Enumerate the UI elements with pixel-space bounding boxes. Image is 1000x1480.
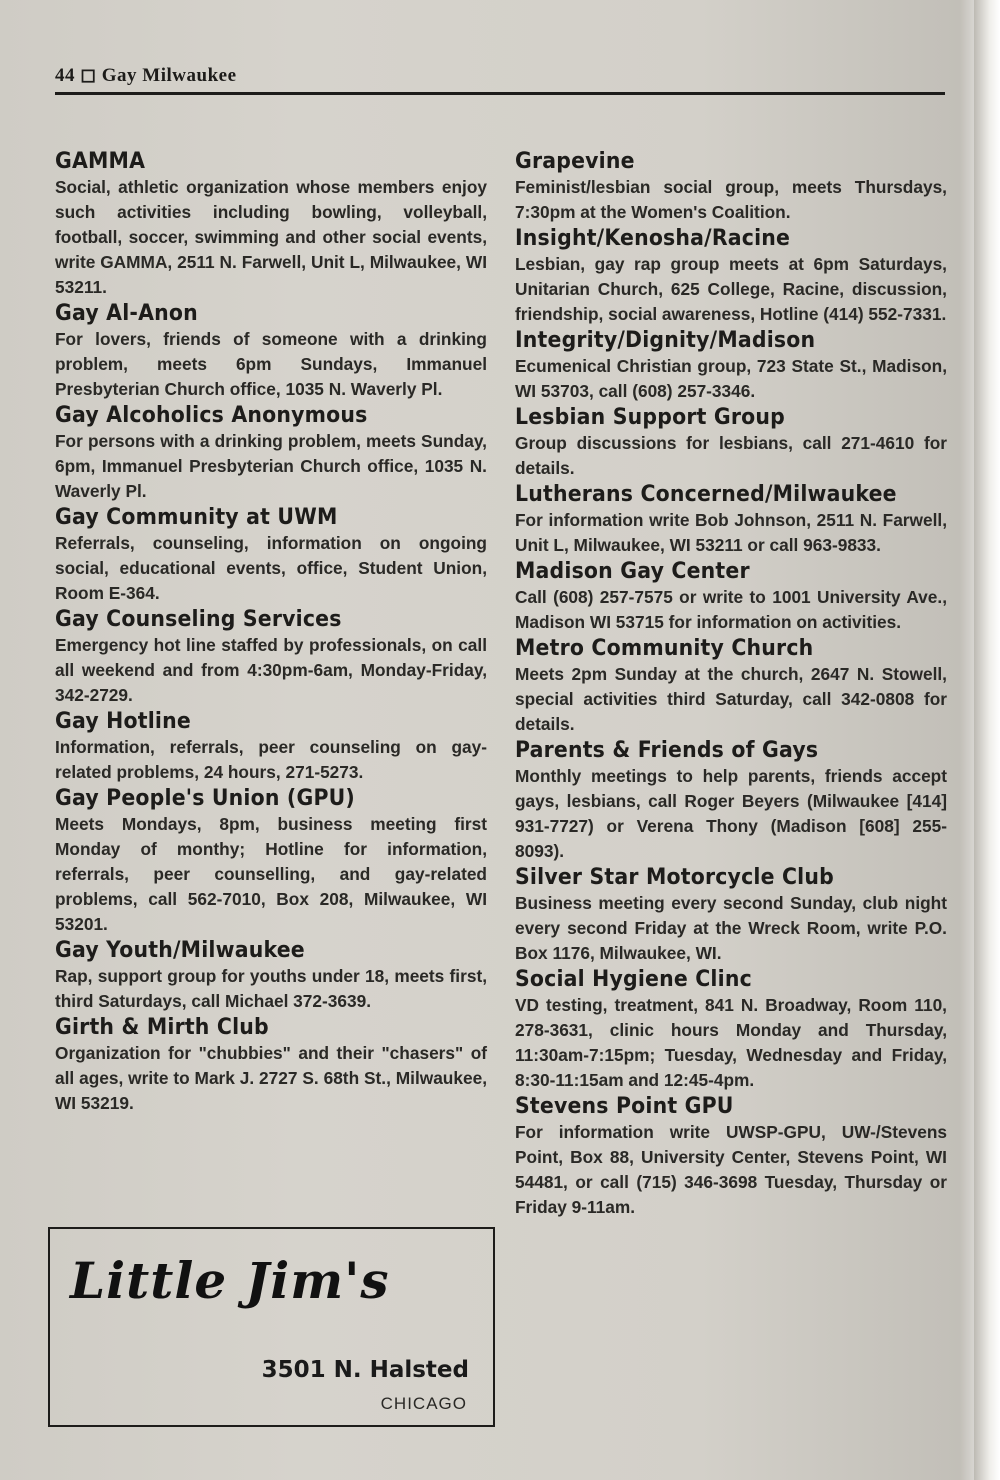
directory-entry	[515, 635, 947, 737]
entry-name: Girth & Mirth Club	[55, 1015, 269, 1040]
left-column	[55, 148, 487, 1116]
directory-entry	[515, 558, 947, 635]
directory-entry	[55, 708, 487, 785]
ad-address: 3501 N. Halsted	[261, 1357, 469, 1383]
entry-description: Rap, support group for youths under 18, meets first, third Saturdays, call Michael 372-3639.	[55, 966, 487, 1011]
right-column	[515, 148, 947, 1220]
entry-name: Grapevine	[515, 149, 635, 174]
directory-entry	[55, 1014, 487, 1116]
directory-entry	[515, 481, 947, 558]
entry-description: Referrals, counseling, information on ongoing social, educational events, office, Student Union, Room E-364.	[55, 533, 487, 603]
entry-description: For information write Bob Johnson, 2511 N. Farwell, Unit L, Milwaukee, WI 53211 or call 963-9833.	[515, 510, 947, 555]
entry-name: Gay Al-Anon	[55, 301, 198, 326]
entry-description: Business meeting every second Sunday, club night every second Friday at the Wreck Room, write P.O. Box 1176, Milwaukee, WI.	[515, 893, 947, 963]
entry-name: Gay Hotline	[55, 709, 191, 734]
entry-description: For lovers, friends of someone with a drinking problem, meets 6pm Sundays, Immanuel Presbyterian Church office, 1035 N. Waverly Pl.	[55, 329, 487, 399]
entry-description: VD testing, treatment, 841 N. Broadway, Room 110, 278-3631, clinic hours Monday and Thursday, 11:30am-7:15pm; Tuesday, Wednesday and Friday, 8:30-11:15am and 12:45-4pm.	[515, 995, 947, 1090]
entry-name: Metro Community Church	[515, 636, 814, 661]
entry-description: Information, referrals, peer counseling on gay-related problems, 24 hours, 271-5273.	[55, 737, 487, 782]
directory-entry	[515, 225, 947, 327]
entry-description: Group discussions for lesbians, call 271-4610 for details.	[515, 433, 947, 478]
directory-entry	[515, 404, 947, 481]
entry-name: Social Hygiene Clinc	[515, 967, 752, 992]
directory-entry	[515, 966, 947, 1093]
entry-name: Gay Community at UWM	[55, 505, 338, 530]
directory-entry	[55, 937, 487, 1014]
directory-entry	[55, 606, 487, 708]
ad-city: CHICAGO	[380, 1394, 467, 1413]
directory-entry	[55, 402, 487, 504]
page-edge	[974, 0, 1000, 1480]
entry-name: Gay People's Union (GPU)	[55, 786, 355, 811]
entry-name: Lutherans Concerned/Milwaukee	[515, 482, 897, 507]
entry-name: Integrity/Dignity/Madison	[515, 328, 816, 353]
directory-entry	[55, 504, 487, 606]
directory-entry	[515, 148, 947, 225]
directory-entry	[515, 737, 947, 864]
ad-business-name: Little Jim's	[70, 1251, 390, 1310]
entry-name: Stevens Point GPU	[515, 1094, 734, 1119]
page-label: 44 ◻ Gay Milwaukee	[55, 65, 237, 86]
directory-entry	[55, 300, 487, 402]
directory-entry	[55, 148, 487, 300]
entry-description: For information write UWSP-GPU, UW-/Stevens Point, Box 88, University Center, Stevens Point, WI 54481, or call (715) 346-3698 Tuesday, Thursday or Friday 9-11am.	[515, 1122, 947, 1217]
directory-entry	[515, 1093, 947, 1220]
entry-description: Monthly meetings to help parents, friends accept gays, lesbians, call Roger Beyers (Milwaukee [414] 931-7727) or Verena Thony (Madison [608] 255-8093).	[515, 766, 947, 861]
entry-description: Organization for "chubbies" and their "chasers" of all ages, write to Mark J. 2727 S. 68th St., Milwaukee, WI 53219.	[55, 1043, 487, 1113]
directory-entry	[55, 785, 487, 937]
entry-description: Emergency hot line staffed by professionals, on call all weekend and from 4:30pm-6am, Monday-Friday, 342-2729.	[55, 635, 487, 705]
entry-description: For persons with a drinking problem, meets Sunday, 6pm, Immanuel Presbyterian Church office, 1035 N. Waverly Pl.	[55, 431, 487, 501]
entry-name: Madison Gay Center	[515, 559, 750, 584]
page-header	[55, 62, 945, 92]
directory-entry	[515, 327, 947, 404]
entry-description: Social, athletic organization whose members enjoy such activities including bowling, volleyball, football, soccer, swimming and other social events, write GAMMA, 2511 N. Farwell, Unit L, Milwaukee, WI 53211.	[55, 177, 487, 297]
entry-name: Parents & Friends of Gays	[515, 738, 819, 763]
entry-name: Gay Alcoholics Anonymous	[55, 403, 368, 428]
header-rule	[55, 92, 945, 95]
entry-description: Lesbian, gay rap group meets at 6pm Saturdays, Unitarian Church, 625 College, Racine, discussion, friendship, social awareness, Hotline (414) 552-7331.	[515, 254, 947, 324]
entry-description: Ecumenical Christian group, 723 State St., Madison, WI 53703, call (608) 257-3346.	[515, 356, 947, 401]
entry-description: Feminist/lesbian social group, meets Thursdays, 7:30pm at the Women's Coalition.	[515, 177, 947, 222]
entry-description: Meets Mondays, 8pm, business meeting first Monday of monthy; Hotline for information, referrals, peer counselling, and gay-related problems, call 562-7010, Box 208, Milwaukee, WI 53201.	[55, 814, 487, 934]
entry-name: Silver Star Motorcycle Club	[515, 865, 834, 890]
directory-entry	[515, 864, 947, 966]
advertisement-box	[48, 1227, 495, 1427]
entry-name: GAMMA	[55, 149, 146, 174]
entry-name: Gay Counseling Services	[55, 607, 342, 632]
entry-description: Call (608) 257-7575 or write to 1001 University Ave., Madison WI 53715 for information on activities.	[515, 587, 947, 632]
entry-description: Meets 2pm Sunday at the church, 2647 N. Stowell, special activities third Saturday, call 342-0808 for details.	[515, 664, 947, 734]
entry-name: Gay Youth/Milwaukee	[55, 938, 305, 963]
entry-name: Insight/Kenosha/Racine	[515, 226, 791, 251]
entry-name: Lesbian Support Group	[515, 405, 785, 430]
